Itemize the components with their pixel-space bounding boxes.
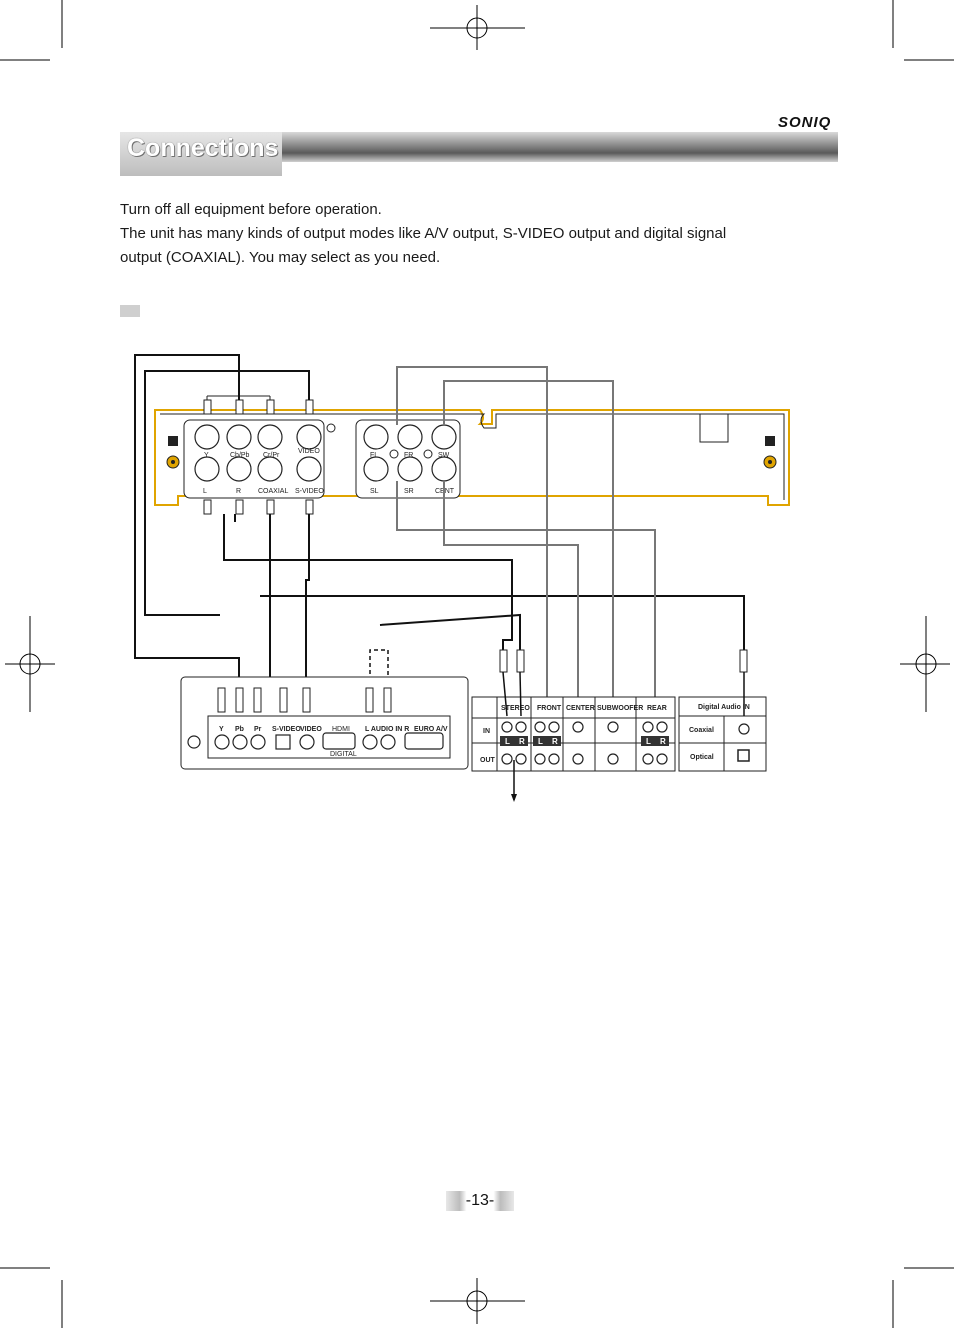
jack-label-video: VIDEO xyxy=(298,448,320,455)
digital-row-optical: Optical xyxy=(690,754,714,761)
jack-label-coaxial: COAXIAL xyxy=(258,488,289,495)
jack-label-l: L xyxy=(203,488,207,495)
amp-header-center: CENTER xyxy=(566,705,595,712)
amp-row-in: IN xyxy=(483,728,490,735)
tv-label-digital: DIGITAL xyxy=(330,751,357,758)
amp-header-rear: REAR xyxy=(647,705,667,712)
amp-stereo-l: L xyxy=(505,737,510,746)
intro-line-1: Turn off all equipment before operation. xyxy=(120,201,382,218)
amp-header-front: FRONT xyxy=(537,705,562,712)
amp-header-subwoofer: SUBWOOFER xyxy=(597,705,644,712)
tv-label-hdmi: HDMI xyxy=(332,726,350,733)
amp-stereo-r: R xyxy=(519,737,525,746)
page-number: -13- xyxy=(446,1191,514,1211)
jack-label-cr: Cr/Pr xyxy=(263,452,280,459)
brand-logo: SONIQ xyxy=(778,114,832,131)
digital-audio-title: Digital Audio IN xyxy=(698,704,750,711)
spk-label-sl: SL xyxy=(370,488,379,495)
tv-label-video: VIDEO xyxy=(300,726,322,733)
intro-line-2: The unit has many kinds of output modes like A/V output, S-VIDEO output and digital signal xyxy=(120,225,727,242)
page-title: Connections xyxy=(127,134,279,162)
spk-label-sw: SW xyxy=(438,452,450,459)
amp-header-stereo: STEREO xyxy=(501,705,530,712)
tv-label-pb: Pb xyxy=(235,726,244,733)
amp-front-r: R xyxy=(552,737,558,746)
tv-label-y: Y xyxy=(219,726,224,733)
amp-front-l: L xyxy=(538,737,543,746)
jack-label-cb: Cb/Pb xyxy=(230,452,250,459)
intro-line-3: output (COAXIAL). You may select as you need. xyxy=(120,249,441,266)
jack-label-y: Y xyxy=(204,452,209,459)
digital-row-coaxial: Coaxial xyxy=(689,727,714,734)
amp-rear-r: R xyxy=(660,737,666,746)
tv-label-pr: Pr xyxy=(254,726,262,733)
spk-label-sr: SR xyxy=(404,488,414,495)
tv-label-audio-in: L AUDIO IN R xyxy=(365,726,410,733)
amp-row-out: OUT xyxy=(480,757,495,764)
spk-label-fl: FL xyxy=(370,452,379,459)
tv-label-euro: EURO A/V xyxy=(414,726,448,733)
spk-label-cent: CENT xyxy=(435,488,455,495)
jack-label-r: R xyxy=(236,488,242,495)
jack-label-svideo: S-VIDEO xyxy=(295,488,324,495)
spk-label-fr: FR xyxy=(404,452,414,459)
tv-label-svideo: S-VIDEO xyxy=(272,726,301,733)
amp-rear-l: L xyxy=(646,737,651,746)
